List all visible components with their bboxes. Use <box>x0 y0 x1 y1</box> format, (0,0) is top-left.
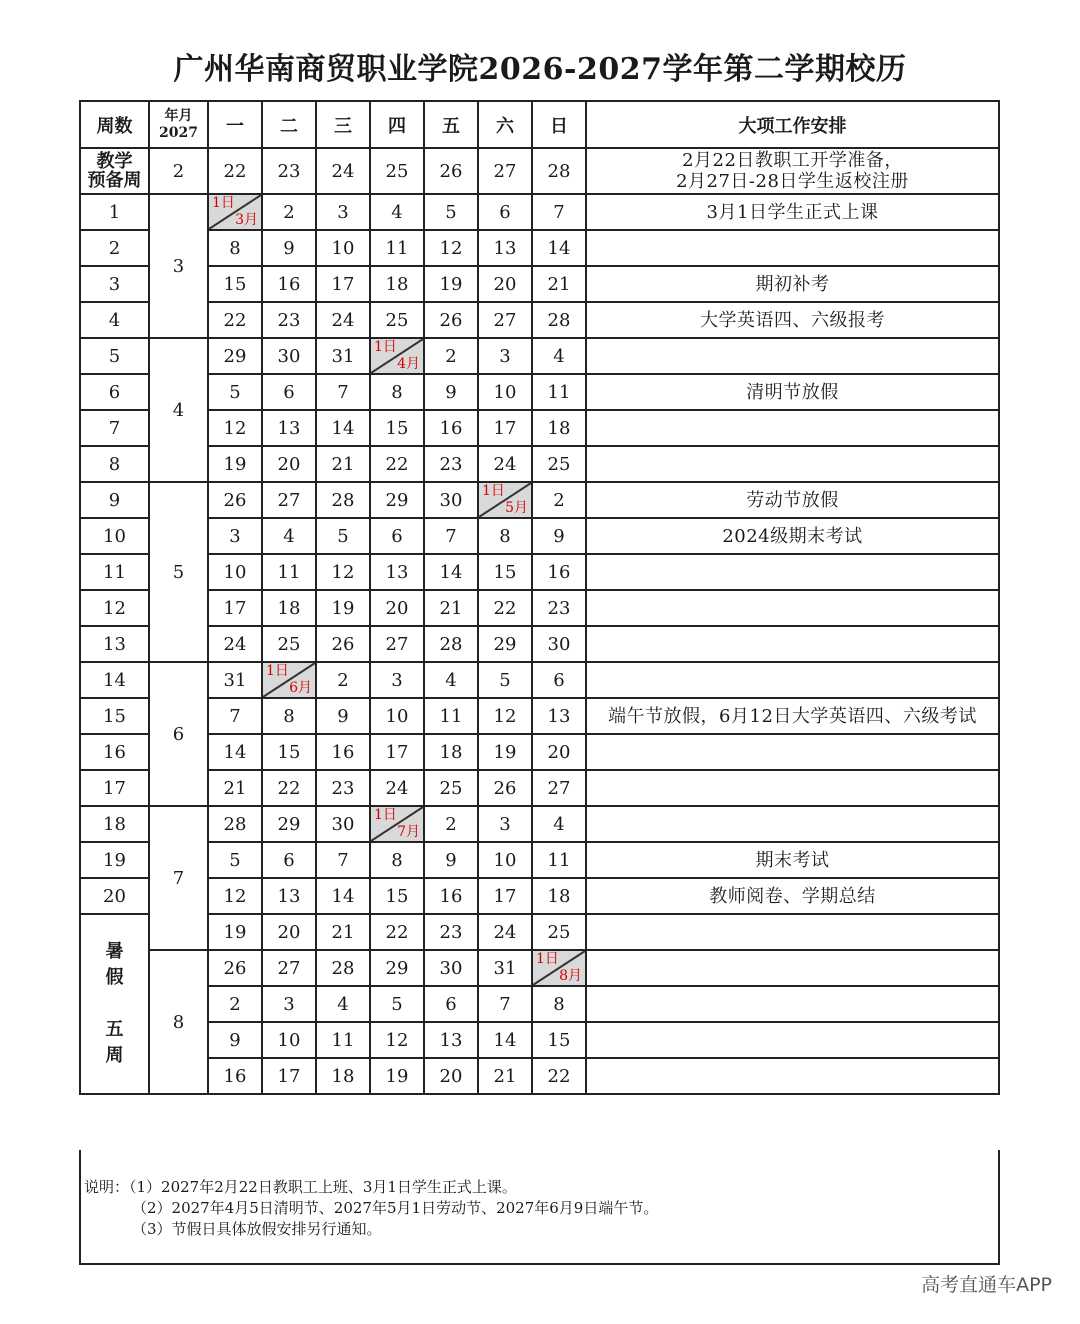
month-start-month: 4月 <box>397 356 420 372</box>
date-cell: 2 <box>316 662 370 698</box>
date-cell: 27 <box>532 770 586 806</box>
date-cell: 7 <box>316 374 370 410</box>
date-cell: 19 <box>424 266 478 302</box>
date-cell: 21 <box>424 590 478 626</box>
date-cell: 25 <box>532 914 586 950</box>
note-cell <box>586 590 999 626</box>
date-cell: 4 <box>532 338 586 374</box>
week-number: 17 <box>80 770 149 806</box>
week-number: 20 <box>80 878 149 914</box>
date-cell: 4 <box>262 518 316 554</box>
month-start-month: 3月 <box>235 212 258 228</box>
date-cell: 13 <box>262 410 316 446</box>
date-cell: 10 <box>316 230 370 266</box>
date-cell: 11 <box>262 554 316 590</box>
date-cell: 13 <box>262 878 316 914</box>
date-cell: 28 <box>532 148 586 194</box>
date-cell: 18 <box>424 734 478 770</box>
date-cell: 26 <box>208 950 262 986</box>
month-start-month: 8月 <box>559 968 582 984</box>
date-cell: 26 <box>208 482 262 518</box>
week-row <box>80 266 999 302</box>
note-cell <box>586 950 999 986</box>
date-cell: 24 <box>370 770 424 806</box>
month-cell: 8 <box>149 950 208 1094</box>
month-start-month: 5月 <box>505 500 528 516</box>
week-number: 14 <box>80 662 149 698</box>
date-cell: 24 <box>478 914 532 950</box>
date-cell: 31 <box>208 662 262 698</box>
note-cell: 教师阅卷、学期总结 <box>586 878 999 914</box>
date-cell: 29 <box>370 482 424 518</box>
week-number: 11 <box>80 554 149 590</box>
week-number: 5 <box>80 338 149 374</box>
week-number: 15 <box>80 698 149 734</box>
calendar-title: 广州华南商贸职业学院2026-2027学年第二学期校历 <box>173 52 907 87</box>
date-cell: 11 <box>424 698 478 734</box>
date-cell: 2 <box>262 194 316 230</box>
month-start-cell <box>262 662 316 698</box>
week-number: 13 <box>80 626 149 662</box>
week-row <box>80 806 999 842</box>
date-cell: 8 <box>370 842 424 878</box>
date-cell: 19 <box>316 590 370 626</box>
week-row <box>80 338 999 374</box>
date-cell: 18 <box>532 878 586 914</box>
week-row <box>80 446 999 482</box>
month-cell: 2 <box>149 148 208 194</box>
date-cell: 25 <box>262 626 316 662</box>
date-cell: 25 <box>532 446 586 482</box>
date-cell: 13 <box>370 554 424 590</box>
date-cell: 23 <box>316 770 370 806</box>
date-cell: 15 <box>478 554 532 590</box>
date-cell: 4 <box>424 662 478 698</box>
date-cell: 10 <box>208 554 262 590</box>
date-cell: 27 <box>262 482 316 518</box>
date-cell: 29 <box>478 626 532 662</box>
note-cell: 大学英语四、六级报考 <box>586 302 999 338</box>
month-start-cell <box>370 806 424 842</box>
date-cell: 16 <box>424 410 478 446</box>
week-number: 8 <box>80 446 149 482</box>
date-cell: 26 <box>424 148 478 194</box>
week-row <box>80 698 999 734</box>
month-cell: 6 <box>149 662 208 806</box>
date-cell: 9 <box>316 698 370 734</box>
header-row <box>80 101 999 148</box>
week-number: 1 <box>80 194 149 230</box>
date-cell: 28 <box>532 302 586 338</box>
week-number: 6 <box>80 374 149 410</box>
date-cell: 28 <box>208 806 262 842</box>
date-cell: 30 <box>316 806 370 842</box>
date-cell: 7 <box>316 842 370 878</box>
date-cell: 3 <box>262 986 316 1022</box>
date-cell: 20 <box>424 1058 478 1094</box>
date-cell: 26 <box>424 302 478 338</box>
date-cell: 16 <box>316 734 370 770</box>
date-cell: 5 <box>424 194 478 230</box>
month-cell: 7 <box>149 806 208 950</box>
date-cell: 8 <box>532 986 586 1022</box>
date-cell: 17 <box>478 878 532 914</box>
month-start-month: 7月 <box>397 824 420 840</box>
week-row <box>80 1022 999 1058</box>
date-cell: 16 <box>532 554 586 590</box>
week-row <box>80 734 999 770</box>
date-cell: 12 <box>424 230 478 266</box>
week-number: 18 <box>80 806 149 842</box>
week-row <box>80 374 999 410</box>
date-cell: 12 <box>208 878 262 914</box>
date-cell: 9 <box>532 518 586 554</box>
date-cell: 3 <box>478 338 532 374</box>
date-cell: 3 <box>208 518 262 554</box>
date-cell: 14 <box>478 1022 532 1058</box>
note-cell <box>586 338 999 374</box>
header-sun: 日 <box>532 101 586 148</box>
note-cell: 2月22日教职工开学准备， 2月27日-28日学生返校注册 <box>586 148 999 194</box>
date-cell: 16 <box>262 266 316 302</box>
note-cell <box>586 1058 999 1094</box>
header-sat: 六 <box>478 101 532 148</box>
date-cell: 3 <box>478 806 532 842</box>
date-cell: 30 <box>424 482 478 518</box>
date-cell: 27 <box>478 148 532 194</box>
date-cell: 12 <box>316 554 370 590</box>
date-cell: 12 <box>370 1022 424 1058</box>
date-cell: 22 <box>370 446 424 482</box>
summer-vacation-label: 暑 假 五 周 <box>80 914 149 1094</box>
date-cell: 3 <box>370 662 424 698</box>
date-cell: 30 <box>262 338 316 374</box>
prep-week-label: 教学 预备周 <box>80 148 149 194</box>
date-cell: 23 <box>262 302 316 338</box>
date-cell: 8 <box>370 374 424 410</box>
date-cell: 19 <box>208 446 262 482</box>
month-start-day: 1日 <box>266 663 289 679</box>
footnote-1: 说明：（1）2027年2月22日教职工上班、3月1日学生正式上课。 <box>84 1178 517 1196</box>
week-row <box>80 590 999 626</box>
date-cell: 18 <box>532 410 586 446</box>
week-row <box>80 986 999 1022</box>
date-cell: 9 <box>424 842 478 878</box>
date-cell: 14 <box>424 554 478 590</box>
date-cell: 17 <box>208 590 262 626</box>
week-number: 2 <box>80 230 149 266</box>
header-week: 周数 <box>80 101 149 148</box>
note-cell <box>586 914 999 950</box>
date-cell: 26 <box>316 626 370 662</box>
date-cell: 2 <box>532 482 586 518</box>
date-cell: 22 <box>208 148 262 194</box>
date-cell: 10 <box>262 1022 316 1058</box>
date-cell: 24 <box>316 148 370 194</box>
header-thu: 四 <box>370 101 424 148</box>
date-cell: 20 <box>262 446 316 482</box>
week-row <box>80 950 999 986</box>
note-cell <box>586 986 999 1022</box>
prep-week-row <box>80 148 999 194</box>
date-cell: 29 <box>262 806 316 842</box>
date-cell: 21 <box>316 446 370 482</box>
date-cell: 14 <box>316 878 370 914</box>
week-row <box>80 662 999 698</box>
footnote-2: （2）2027年4月5日清明节、2027年5月1日劳动节、2027年6月9日端午节。 <box>132 1199 659 1217</box>
week-row <box>80 878 999 914</box>
note-cell: 劳动节放假 <box>586 482 999 518</box>
date-cell: 23 <box>532 590 586 626</box>
date-cell: 16 <box>208 1058 262 1094</box>
date-cell: 8 <box>478 518 532 554</box>
date-cell: 13 <box>532 698 586 734</box>
date-cell: 14 <box>532 230 586 266</box>
note-cell <box>586 626 999 662</box>
date-cell: 18 <box>262 590 316 626</box>
note-cell <box>586 1022 999 1058</box>
month-start-day: 1日 <box>374 807 397 823</box>
month-start-cell <box>478 482 532 518</box>
date-cell: 21 <box>316 914 370 950</box>
date-cell: 5 <box>208 842 262 878</box>
note-cell: 期初补考 <box>586 266 999 302</box>
date-cell: 19 <box>208 914 262 950</box>
date-cell: 6 <box>532 662 586 698</box>
date-cell: 29 <box>370 950 424 986</box>
watermark: 高考直通车APP <box>921 1274 1052 1296</box>
week-row <box>80 410 999 446</box>
date-cell: 26 <box>478 770 532 806</box>
date-cell: 10 <box>478 842 532 878</box>
date-cell: 20 <box>262 914 316 950</box>
date-cell: 9 <box>262 230 316 266</box>
date-cell: 3 <box>316 194 370 230</box>
date-cell: 22 <box>370 914 424 950</box>
date-cell: 6 <box>424 986 478 1022</box>
date-cell: 23 <box>262 148 316 194</box>
date-cell: 11 <box>532 842 586 878</box>
week-number: 16 <box>80 734 149 770</box>
note-cell: 期末考试 <box>586 842 999 878</box>
week-row <box>80 194 999 230</box>
month-start-month: 6月 <box>289 680 312 696</box>
date-cell: 4 <box>370 194 424 230</box>
note-cell <box>586 806 999 842</box>
date-cell: 11 <box>532 374 586 410</box>
week-row <box>80 770 999 806</box>
month-cell: 4 <box>149 338 208 482</box>
header-notes: 大项工作安排 <box>586 101 999 148</box>
date-cell: 20 <box>532 734 586 770</box>
date-cell: 4 <box>316 986 370 1022</box>
date-cell: 23 <box>424 446 478 482</box>
month-start-cell <box>370 338 424 374</box>
date-cell: 6 <box>478 194 532 230</box>
date-cell: 13 <box>424 1022 478 1058</box>
date-cell: 2 <box>208 986 262 1022</box>
week-number: 12 <box>80 590 149 626</box>
calendar-table <box>79 100 1000 1095</box>
date-cell: 5 <box>208 374 262 410</box>
date-cell: 6 <box>262 842 316 878</box>
date-cell: 12 <box>208 410 262 446</box>
date-cell: 2 <box>424 806 478 842</box>
date-cell: 2 <box>424 338 478 374</box>
month-cell: 3 <box>149 194 208 338</box>
date-cell: 14 <box>316 410 370 446</box>
date-cell: 25 <box>424 770 478 806</box>
date-cell: 18 <box>370 266 424 302</box>
date-cell: 27 <box>478 302 532 338</box>
note-cell: 端午节放假，6月12日大学英语四、六级考试 <box>586 698 999 734</box>
date-cell: 15 <box>370 878 424 914</box>
date-cell: 24 <box>316 302 370 338</box>
note-cell: 清明节放假 <box>586 374 999 410</box>
date-cell: 15 <box>208 266 262 302</box>
note-cell <box>586 770 999 806</box>
date-cell: 30 <box>532 626 586 662</box>
week-row <box>80 554 999 590</box>
date-cell: 24 <box>208 626 262 662</box>
date-cell: 22 <box>478 590 532 626</box>
date-cell: 5 <box>478 662 532 698</box>
month-start-day: 1日 <box>212 195 235 211</box>
date-cell: 19 <box>478 734 532 770</box>
note-cell <box>586 662 999 698</box>
footnotes <box>84 1177 658 1240</box>
date-cell: 6 <box>370 518 424 554</box>
header-wed: 三 <box>316 101 370 148</box>
date-cell: 10 <box>370 698 424 734</box>
date-cell: 17 <box>316 266 370 302</box>
date-cell: 5 <box>316 518 370 554</box>
month-start-day: 1日 <box>374 339 397 355</box>
note-cell <box>586 410 999 446</box>
week-row <box>80 842 999 878</box>
date-cell: 17 <box>370 734 424 770</box>
week-row <box>80 1058 999 1094</box>
week-row <box>80 626 999 662</box>
date-cell: 5 <box>370 986 424 1022</box>
header-tue: 二 <box>262 101 316 148</box>
week-number: 4 <box>80 302 149 338</box>
date-cell: 10 <box>478 374 532 410</box>
date-cell: 7 <box>424 518 478 554</box>
date-cell: 31 <box>478 950 532 986</box>
date-cell: 6 <box>262 374 316 410</box>
date-cell: 9 <box>424 374 478 410</box>
date-cell: 27 <box>262 950 316 986</box>
week-row <box>80 482 999 518</box>
week-row <box>80 914 999 950</box>
header-mon: 一 <box>208 101 262 148</box>
date-cell: 20 <box>478 266 532 302</box>
month-start-day: 1日 <box>536 951 559 967</box>
date-cell: 17 <box>262 1058 316 1094</box>
date-cell: 9 <box>208 1022 262 1058</box>
week-number: 9 <box>80 482 149 518</box>
date-cell: 31 <box>316 338 370 374</box>
header-year-month: 年月 2027 <box>149 101 208 148</box>
week-number: 7 <box>80 410 149 446</box>
week-number: 3 <box>80 266 149 302</box>
date-cell: 8 <box>262 698 316 734</box>
date-cell: 15 <box>532 1022 586 1058</box>
month-cell: 5 <box>149 482 208 662</box>
note-cell <box>586 230 999 266</box>
date-cell: 20 <box>370 590 424 626</box>
month-start-cell <box>532 950 586 986</box>
date-cell: 22 <box>532 1058 586 1094</box>
week-row <box>80 302 999 338</box>
note-cell: 3月1日学生正式上课 <box>586 194 999 230</box>
date-cell: 21 <box>208 770 262 806</box>
date-cell: 18 <box>316 1058 370 1094</box>
week-row <box>80 230 999 266</box>
date-cell: 7 <box>478 986 532 1022</box>
date-cell: 7 <box>208 698 262 734</box>
date-cell: 23 <box>424 914 478 950</box>
note-cell <box>586 446 999 482</box>
date-cell: 24 <box>478 446 532 482</box>
note-cell <box>586 734 999 770</box>
date-cell: 11 <box>370 230 424 266</box>
date-cell: 16 <box>424 878 478 914</box>
date-cell: 28 <box>424 626 478 662</box>
date-cell: 12 <box>478 698 532 734</box>
note-cell <box>586 554 999 590</box>
date-cell: 8 <box>208 230 262 266</box>
month-start-day: 1日 <box>482 483 505 499</box>
date-cell: 11 <box>316 1022 370 1058</box>
date-cell: 15 <box>262 734 316 770</box>
week-number: 19 <box>80 842 149 878</box>
date-cell: 29 <box>208 338 262 374</box>
date-cell: 30 <box>424 950 478 986</box>
date-cell: 17 <box>478 410 532 446</box>
date-cell: 25 <box>370 148 424 194</box>
date-cell: 28 <box>316 950 370 986</box>
month-start-cell <box>208 194 262 230</box>
week-number: 10 <box>80 518 149 554</box>
note-cell: 2024级期末考试 <box>586 518 999 554</box>
date-cell: 4 <box>532 806 586 842</box>
date-cell: 21 <box>532 266 586 302</box>
date-cell: 7 <box>532 194 586 230</box>
date-cell: 22 <box>262 770 316 806</box>
date-cell: 21 <box>478 1058 532 1094</box>
date-cell: 28 <box>316 482 370 518</box>
date-cell: 13 <box>478 230 532 266</box>
date-cell: 19 <box>370 1058 424 1094</box>
date-cell: 22 <box>208 302 262 338</box>
footnote-3: （3）节假日具体放假安排另行通知。 <box>132 1220 382 1238</box>
date-cell: 14 <box>208 734 262 770</box>
date-cell: 25 <box>370 302 424 338</box>
date-cell: 27 <box>370 626 424 662</box>
week-row <box>80 518 999 554</box>
header-fri: 五 <box>424 101 478 148</box>
date-cell: 15 <box>370 410 424 446</box>
